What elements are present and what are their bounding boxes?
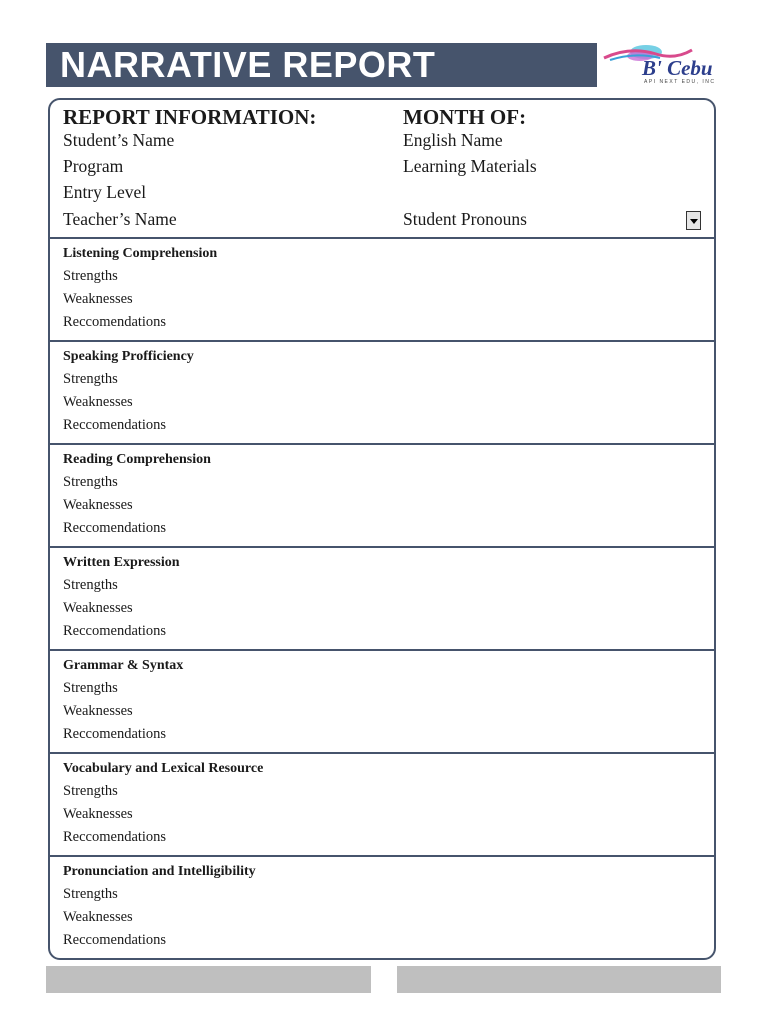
student-pronouns-field[interactable]: Student Pronouns bbox=[403, 209, 527, 229]
section-grammar bbox=[50, 649, 714, 752]
english-name-field[interactable]: English Name bbox=[403, 130, 503, 150]
weaknesses-field[interactable]: Weaknesses bbox=[63, 600, 133, 616]
section-pronunciation bbox=[50, 855, 714, 958]
chevron-down-icon bbox=[690, 219, 698, 224]
recommendations-field[interactable]: Reccomendations bbox=[63, 932, 167, 948]
section-title: Written Expression bbox=[63, 555, 180, 570]
section-title: Listening Comprehension bbox=[63, 246, 218, 261]
footer-box-left[interactable] bbox=[46, 966, 371, 993]
section-reading bbox=[50, 443, 714, 546]
strengths-field[interactable]: Strengths bbox=[63, 783, 118, 799]
weaknesses-field[interactable]: Weaknesses bbox=[63, 291, 133, 307]
strengths-field[interactable]: Strengths bbox=[63, 886, 118, 902]
weaknesses-field[interactable]: Weaknesses bbox=[63, 394, 133, 410]
program-field[interactable]: Program bbox=[63, 156, 124, 176]
section-title: Pronunciation and Intelligibility bbox=[63, 864, 256, 879]
section-written bbox=[50, 546, 714, 649]
page-title: NARRATIVE REPORT bbox=[60, 44, 436, 85]
entry-level-field[interactable]: Entry Level bbox=[63, 182, 147, 202]
section-title: Grammar & Syntax bbox=[63, 658, 184, 673]
assessment-sections bbox=[50, 237, 714, 958]
weaknesses-field[interactable]: Weaknesses bbox=[63, 806, 133, 822]
weaknesses-field[interactable]: Weaknesses bbox=[63, 497, 133, 513]
recommendations-field[interactable]: Reccomendations bbox=[63, 726, 167, 742]
month-heading: MONTH OF: bbox=[403, 105, 527, 129]
strengths-field[interactable]: Strengths bbox=[63, 680, 118, 696]
footer-box-right[interactable] bbox=[397, 966, 721, 993]
report-info-heading: REPORT INFORMATION: bbox=[63, 105, 317, 129]
section-title: Vocabulary and Lexical Resource bbox=[63, 761, 264, 776]
section-title: Speaking Profficiency bbox=[63, 349, 194, 364]
pronouns-dropdown-button[interactable] bbox=[686, 211, 701, 230]
strengths-field[interactable]: Strengths bbox=[63, 577, 118, 593]
student-name-field[interactable]: Student’s Name bbox=[63, 130, 175, 150]
report-form bbox=[48, 98, 716, 960]
recommendations-field[interactable]: Reccomendations bbox=[63, 520, 167, 536]
section-listening bbox=[50, 237, 714, 340]
section-vocabulary bbox=[50, 752, 714, 855]
report-info-block bbox=[50, 100, 714, 237]
strengths-field[interactable]: Strengths bbox=[63, 268, 118, 284]
recommendations-field[interactable]: Reccomendations bbox=[63, 314, 167, 330]
title-bar bbox=[46, 43, 597, 87]
teacher-name-field[interactable]: Teacher’s Name bbox=[63, 209, 177, 229]
weaknesses-field[interactable]: Weaknesses bbox=[63, 703, 133, 719]
recommendations-field[interactable]: Reccomendations bbox=[63, 417, 167, 433]
brand-name: B' Cebu bbox=[642, 56, 713, 80]
weaknesses-field[interactable]: Weaknesses bbox=[63, 909, 133, 925]
section-speaking bbox=[50, 340, 714, 443]
learning-materials-field[interactable]: Learning Materials bbox=[403, 156, 537, 176]
strengths-field[interactable]: Strengths bbox=[63, 474, 118, 490]
brand-logo bbox=[600, 38, 724, 90]
recommendations-field[interactable]: Reccomendations bbox=[63, 623, 167, 639]
section-title: Reading Comprehension bbox=[63, 452, 211, 467]
strengths-field[interactable]: Strengths bbox=[63, 371, 118, 387]
brand-tagline: API NEXT EDU, INC bbox=[644, 79, 716, 85]
recommendations-field[interactable]: Reccomendations bbox=[63, 829, 167, 845]
